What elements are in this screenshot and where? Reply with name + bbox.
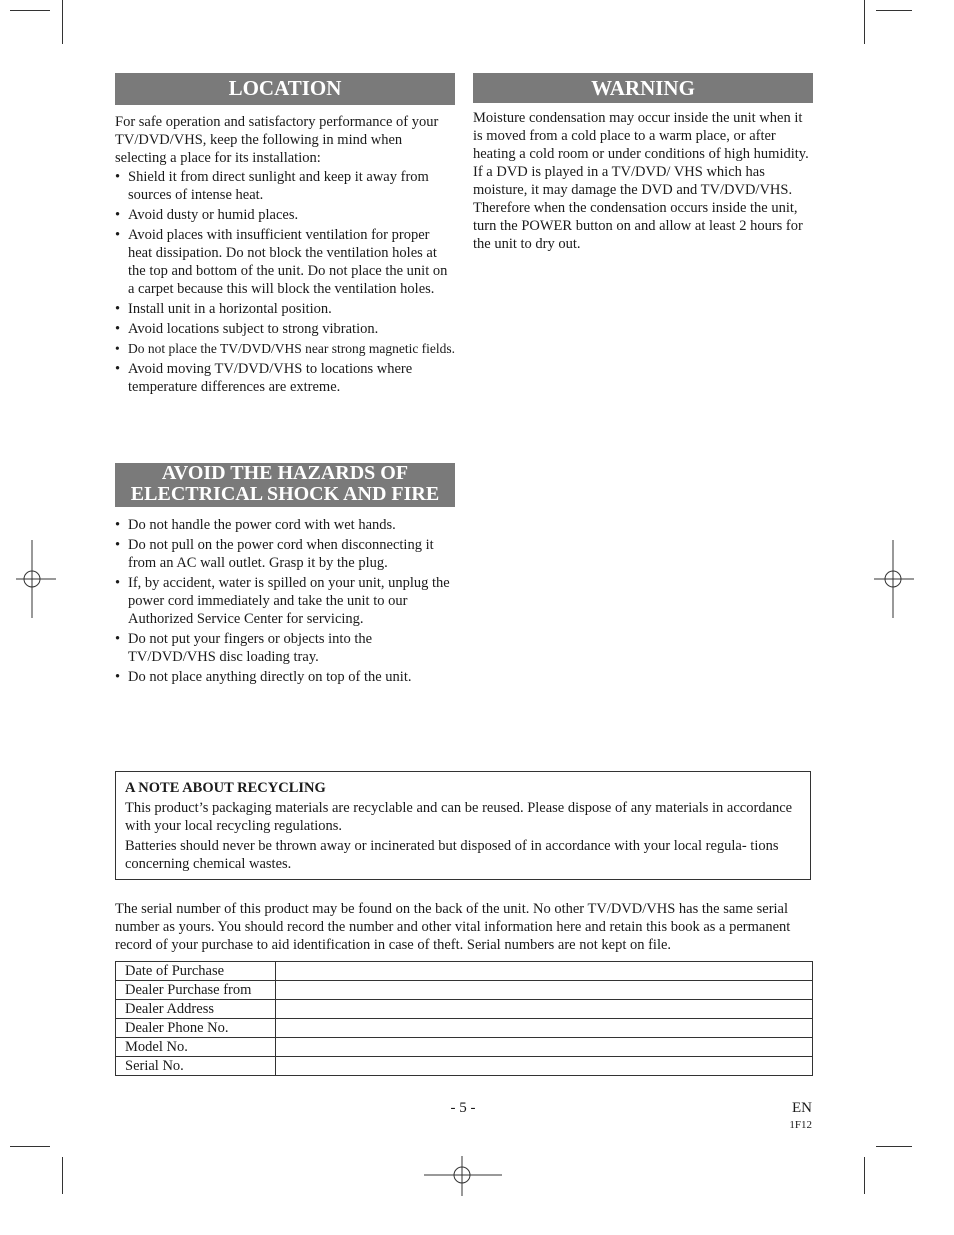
recycling-para-1: This product’s packaging materials are recyclable and can be reused. Please dispose of any materials in accordance with your local recycling regulations. bbox=[125, 800, 793, 834]
table-row bbox=[116, 1038, 813, 1057]
recycling-title: A NOTE ABOUT RECYCLING bbox=[125, 780, 326, 796]
crop-mark bbox=[876, 1146, 912, 1147]
record-field[interactable] bbox=[276, 1038, 813, 1057]
record-label: Serial No. bbox=[116, 1057, 276, 1076]
recycling-note-box bbox=[115, 771, 811, 880]
crop-mark bbox=[62, 1157, 63, 1194]
hazards-title-line2: ELECTRICAL SHOCK AND FIRE bbox=[130, 483, 440, 505]
list-item: • Shield it from direct sunlight and keep it away from sources of intense heat. bbox=[115, 169, 429, 203]
purchase-record-table bbox=[115, 961, 813, 1076]
table-row bbox=[116, 1057, 813, 1076]
registration-mark-right bbox=[874, 540, 914, 618]
language-code: EN bbox=[792, 1100, 812, 1116]
record-field[interactable] bbox=[276, 962, 813, 981]
record-field[interactable] bbox=[276, 1000, 813, 1019]
list-item: • Do not pull on the power cord when disconnecting it from an AC wall outlet. Grasp it by the plug. bbox=[115, 537, 434, 571]
record-label: Dealer Purchase from bbox=[116, 981, 276, 1000]
hazards-list bbox=[115, 516, 457, 688]
record-label: Model No. bbox=[116, 1038, 276, 1057]
warning-text: Moisture condensation may occur inside the unit when it is moved from a cold place to a warm place, or after heating a cold room or under conditions of high humidity. If a DVD is played in a TV/DVD/ VHS which has moisture, it may damage the DVD and TV/DVD/VHS. Therefore when the condensation occurs inside the unit, turn the POWER button on and allow at least 2 hours for the unit to dry out. bbox=[473, 110, 809, 252]
list-item: • Avoid places with insufficient ventilation for proper heat dissipation. Do not block the ventilation holes at the top and bottom of the unit. Do not place the unit on a carpet because this will block the ventilation holes. bbox=[115, 227, 448, 297]
warning-header bbox=[473, 73, 813, 103]
warning-title: WARNING bbox=[591, 76, 695, 100]
document-code: 1F12 bbox=[789, 1119, 812, 1131]
crop-mark bbox=[62, 0, 63, 44]
record-field[interactable] bbox=[276, 1019, 813, 1038]
location-header bbox=[115, 73, 455, 105]
list-item: • Do not place anything directly on top of the unit. bbox=[115, 669, 412, 685]
record-label: Dealer Address bbox=[116, 1000, 276, 1019]
crop-mark bbox=[864, 1157, 865, 1194]
record-label: Dealer Phone No. bbox=[116, 1019, 276, 1038]
registration-mark-left bbox=[16, 540, 56, 618]
list-item: • Avoid dusty or humid places. bbox=[115, 207, 299, 223]
crop-mark bbox=[876, 10, 912, 11]
table-row bbox=[116, 962, 813, 981]
serial-text: The serial number of this product may be found on the back of the unit. No other TV/DVD/VHS has the same serial number as yours. You should record the number and other vital information here and retain this book as a permanent record of your purchase to aid identification in case of theft. Serial numbers are not kept on file. bbox=[115, 901, 791, 953]
recycling-para-2: Batteries should never be thrown away or incinerated but disposed of in accordance with your local regula- tions concerning chemical wastes. bbox=[125, 838, 779, 872]
location-list bbox=[115, 168, 457, 398]
table-row bbox=[116, 1000, 813, 1019]
table-row bbox=[116, 981, 813, 1000]
record-field[interactable] bbox=[276, 981, 813, 1000]
list-item: • If, by accident, water is spilled on your unit, unplug the power cord immediately and take the unit to our Authorized Service Center for servicing. bbox=[115, 575, 450, 627]
list-item: • Do not handle the power cord with wet hands. bbox=[115, 517, 396, 533]
list-item: • Do not place the TV/DVD/VHS near strong magnetic fields. bbox=[115, 341, 456, 356]
crop-mark bbox=[864, 0, 865, 44]
list-item: • Install unit in a horizontal position. bbox=[115, 301, 332, 317]
list-item: • Avoid locations subject to strong vibration. bbox=[115, 321, 379, 337]
hazards-title-line1: AVOID THE HAZARDS OF bbox=[161, 462, 409, 484]
record-label: Date of Purchase bbox=[116, 962, 276, 981]
crop-mark bbox=[10, 10, 50, 11]
list-item: • Do not put your fingers or objects into the TV/DVD/VHS disc loading tray. bbox=[115, 631, 373, 665]
location-title: LOCATION bbox=[228, 76, 342, 100]
table-row bbox=[116, 1019, 813, 1038]
hazards-header bbox=[115, 463, 455, 507]
location-intro: For safe operation and satisfactory performance of your TV/DVD/VHS, keep the following in mind when selecting a place for its installation: bbox=[115, 114, 439, 166]
record-field[interactable] bbox=[276, 1057, 813, 1076]
list-item: • Avoid moving TV/DVD/VHS to locations where temperature differences are extreme. bbox=[115, 361, 413, 395]
registration-mark-bottom bbox=[424, 1156, 502, 1196]
crop-mark bbox=[10, 1146, 50, 1147]
page-number: - 5 - bbox=[450, 1100, 476, 1116]
